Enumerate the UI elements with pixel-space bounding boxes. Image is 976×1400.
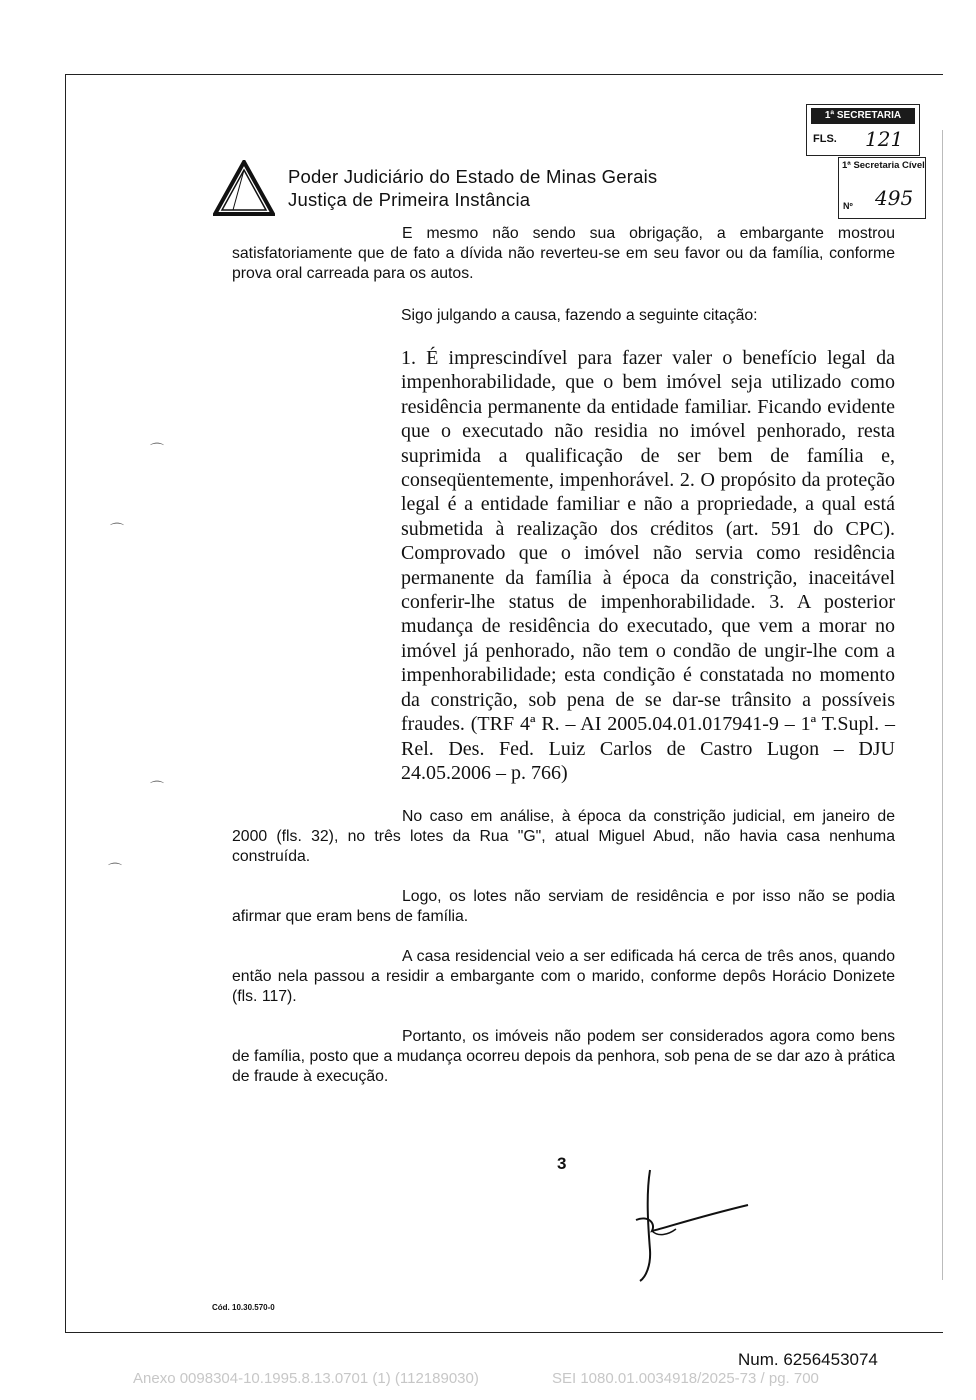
scan-mark: ⌒ — [150, 442, 164, 458]
page-frame-left — [65, 74, 66, 1332]
document-number: Num. 6256453074 — [738, 1350, 878, 1369]
paragraph-obligation: E mesmo não sendo sua obrigação, a embargante mostrou satisfatoriamente que de fato a dívida não reverteu-se em seu favor ou da família, conforme prova oral carreada para os autos. — [232, 225, 895, 282]
secretaria-stamp-number: 121 — [865, 127, 904, 151]
secretaria-stamp — [806, 104, 920, 156]
secretaria-civel-stamp — [838, 157, 926, 219]
paragraph-case-analysis: No caso em análise, à época da constrição judicial, em janeiro de 2000 (fls. 32), no três lotes da Rua "G", atual Miguel Abud, não havia casa nenhuma construída. — [232, 808, 895, 865]
judiciary-triangle-logo-icon — [213, 160, 275, 216]
paragraph-citation-intro: Sigo julgando a causa, fazendo a seguinte citação: — [401, 307, 758, 324]
secretaria-stamp-fls-label: FLS. — [813, 133, 837, 145]
citation-block: 1. É imprescindível para fazer valer o benefício legal da impenhorabilidade, que o bem imóvel seja utilizado como residência permanente da entidade familiar. Ficando evidente que o executado não residia no imóvel penhorado, resta suprimida a qualificação de ser bem de família e, conseqüentemente, impenhorável. 2. O propósito da proteção legal é a entidade familiar e não a propriedade, a qual está submetida à realização dos créditos (art. 591 do CPC). Comprovado que o imóvel não servia como residência permanente da família à época da constrição, inaceitável conferir-lhe status de impenhorabilidade. 3. A posterior mudança de residência do executado, que vem a morar no imóvel já penhorado, não tem o condão de ungir-lhe com a impenhorabilidade; esta condição é constatada no momento da constrição, sob pena de se dar-se trânsito a possíveis fraudes. (TRF 4ª R. – AI 2005.04.01.017941-9 – 1ª T.Supl. – Rel. Des. Fed. Luiz Carlos de Castro Lugon – DJU 24.05.2006 – p. 766) — [401, 347, 895, 784]
sei-reference: SEI 1080.01.0034918/2025-73 / pg. 700 — [552, 1370, 819, 1387]
header-instance: Justiça de Primeira Instância — [288, 189, 531, 210]
scan-mark: ⌒ — [110, 522, 124, 538]
scan-mark: ⌒ — [108, 862, 122, 878]
page-frame-bottom — [65, 1332, 943, 1333]
scan-mark: ⌒ — [150, 780, 164, 796]
paragraph-conclusion: Portanto, os imóveis não podem ser considerados agora como bens de família, posto que a mudança ocorreu depois da penhora, sob pena de se dar azo à prática de fraude à execução. — [232, 1028, 895, 1085]
secretaria-civel-stamp-number: 495 — [875, 186, 914, 210]
annex-reference: Anexo 0098304-10.1995.8.13.0701 (1) (112189030) — [133, 1370, 479, 1387]
paragraph-lots: Logo, os lotes não serviam de residência e por isso não se podia afirmar que eram bens de família. — [232, 888, 895, 925]
page-frame-top — [65, 74, 943, 75]
form-code: Cód. 10.30.570-0 — [212, 1303, 275, 1312]
secretaria-civel-stamp-no-label: Nº — [843, 201, 853, 211]
paragraph-residence: A casa residencial veio a ser edificada há cerca de três anos, quando então nela passou a residir a embargante com o marido, conforme depôs Horácio Donizete (fls. 117). — [232, 948, 895, 1005]
page-number: 3 — [557, 1154, 567, 1173]
page-frame-right — [942, 130, 943, 1280]
secretaria-stamp-title: 1ª SECRETARIA — [811, 108, 915, 124]
handwritten-signature — [628, 1165, 750, 1283]
header-court-name: Poder Judiciário do Estado de Minas Gerais — [288, 166, 658, 187]
secretaria-civel-stamp-title: 1ª Secretaria Cível — [842, 160, 925, 171]
